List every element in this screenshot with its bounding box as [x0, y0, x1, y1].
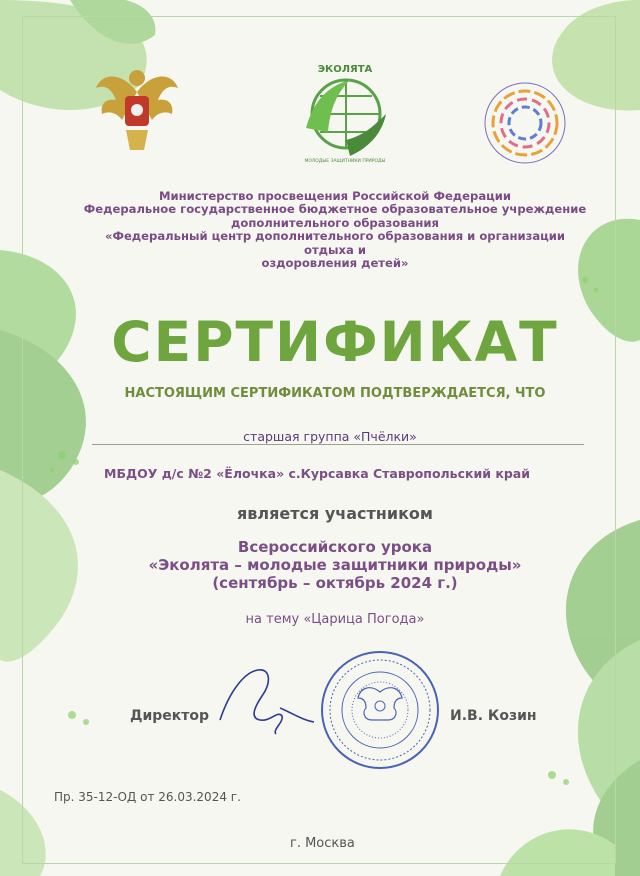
- recipient-underline: [92, 444, 584, 445]
- ecolyata-logo: [290, 58, 400, 168]
- fcdo-logo-icon: [480, 78, 570, 168]
- svg-text:ЭКОЛЯТА: ЭКОЛЯТА: [317, 64, 373, 75]
- issue-city: г. Москва: [290, 836, 355, 851]
- svg-text:МОЛОДЫЕ ЗАЩИТНИКИ ПРИРОДЫ: МОЛОДЫЕ ЗАЩИТНИКИ ПРИРОДЫ: [304, 159, 386, 164]
- recipient-organization: МБДОУ д/с №2 «Ёлочка» с.Курсавка Ставропольский край: [104, 466, 530, 481]
- participation-status: является участником: [236, 504, 433, 523]
- director-label: Директор: [130, 708, 210, 724]
- event-line-1: Всероссийского урока: [237, 538, 433, 556]
- official-seal: [318, 648, 442, 772]
- event-line-2: «Эколята – молодые защитники природы»: [148, 556, 522, 574]
- certificate-subtitle: НАСТОЯЩИМ СЕРТИФИКАТОМ ПОДТВЕРЖДАЕТСЯ, ЧТО: [124, 386, 546, 401]
- order-number: Пр. 35-12-ОД от 26.03.2024 г.: [54, 790, 241, 804]
- issuer-block: [80, 190, 590, 270]
- event-topic: на тему «Царица Погода»: [245, 612, 425, 627]
- issuer-line: «Федеральный центр дополнительного образования и организации отдыха и: [104, 229, 566, 257]
- issuer-line: Министерство просвещения Российской Федерации: [159, 189, 511, 203]
- recipient-group: старшая группа «Пчёлки»: [243, 429, 417, 444]
- certificate-title: СЕРТИФИКАТ: [111, 310, 559, 374]
- director-signature: [210, 660, 320, 740]
- event-line-3: (сентябрь – октябрь 2024 г.): [212, 574, 458, 592]
- issuer-line: дополнительного образования: [231, 215, 439, 230]
- issuer-line: Федеральное государственное бюджетное образовательное учреждение: [83, 202, 587, 217]
- event-block: [110, 538, 560, 592]
- director-name: И.В. Козин: [450, 708, 537, 724]
- russian-emblem-icon: [92, 62, 182, 162]
- issuer-line: оздоровления детей»: [261, 256, 409, 271]
